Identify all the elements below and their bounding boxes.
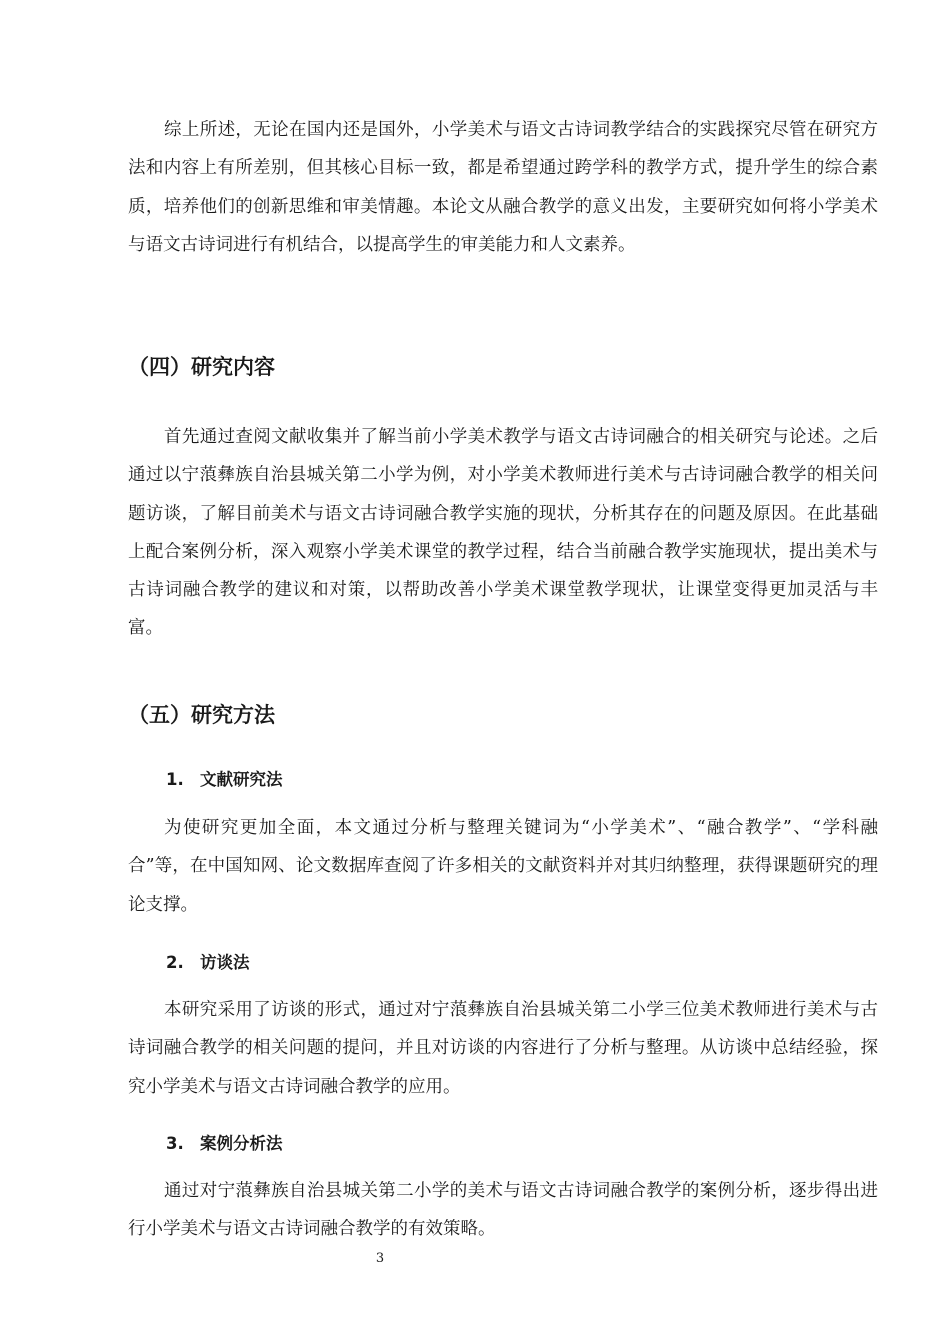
subheading-number: 1. bbox=[166, 770, 184, 789]
subheading-number: 2. bbox=[166, 953, 184, 972]
subheading-title: 访谈法 bbox=[200, 953, 250, 972]
literature-paragraph: 为使研究更加全面，本文通过分析与整理关键词为“小学美术”、“融合教学”、“学科融合”等，在中国知网、论文数据库查阅了许多相关的文献资料并对其归纳整理，获得课题研究的理论支撑。 bbox=[128, 818, 878, 915]
heading-research-content: （四）研究内容 bbox=[128, 355, 275, 379]
page-number: 3 bbox=[375, 1251, 385, 1266]
heading-research-methods: （五）研究方法 bbox=[128, 703, 275, 727]
interview-paragraph: 本研究采用了访谈的形式，通过对宁蒗彝族自治县城关第二小学三位美术教师进行美术与古诗词融合教学的相关问题的提问，并且对访谈的内容进行了分析与整理。从访谈中总结经验，探究小学美术与语文古诗词融合教学的应用。 bbox=[128, 1000, 878, 1097]
research-content-paragraph: 首先通过查阅文献收集并了解当前小学美术教学与语文古诗词融合的相关研究与论述。之后通过以宁蒗彝族自治县城关第二小学为例，对小学美术教师进行美术与古诗词融合教学的相关问题访谈，了解目前美术与语文古诗词融合教学实施的现状，分析其存在的问题及原因。在此基础上配合案例分析，深入观察小学美术课堂的教学过程，结合当前融合教学实施现状，提出美术与古诗词融合教学的建议和对策，以帮助改善小学美术课堂教学现状，让课堂变得更加灵活与丰富。 bbox=[128, 427, 878, 639]
subheading-number: 3. bbox=[166, 1134, 184, 1153]
subheading-title: 文献研究法 bbox=[200, 770, 283, 789]
case-paragraph: 通过对宁蒗彝族自治县城关第二小学的美术与语文古诗词融合教学的案例分析，逐步得出进行小学美术与语文古诗词融合教学的有效策略。 bbox=[128, 1181, 878, 1240]
subheading-case bbox=[166, 1131, 283, 1157]
subheading-interview bbox=[166, 950, 250, 976]
subheading-literature bbox=[166, 767, 283, 793]
subheading-title: 案例分析法 bbox=[200, 1134, 283, 1153]
summary-paragraph: 综上所述，无论在国内还是国外，小学美术与语文古诗词教学结合的实践探究尽管在研究方法和内容上有所差别，但其核心目标一致，都是希望通过跨学科的教学方式，提升学生的综合素质，培养他们的创新思维和审美情趣。本论文从融合教学的意义出发，主要研究如何将小学美术与语文古诗词进行有机结合，以提高学生的审美能力和人文素养。 bbox=[128, 120, 878, 255]
